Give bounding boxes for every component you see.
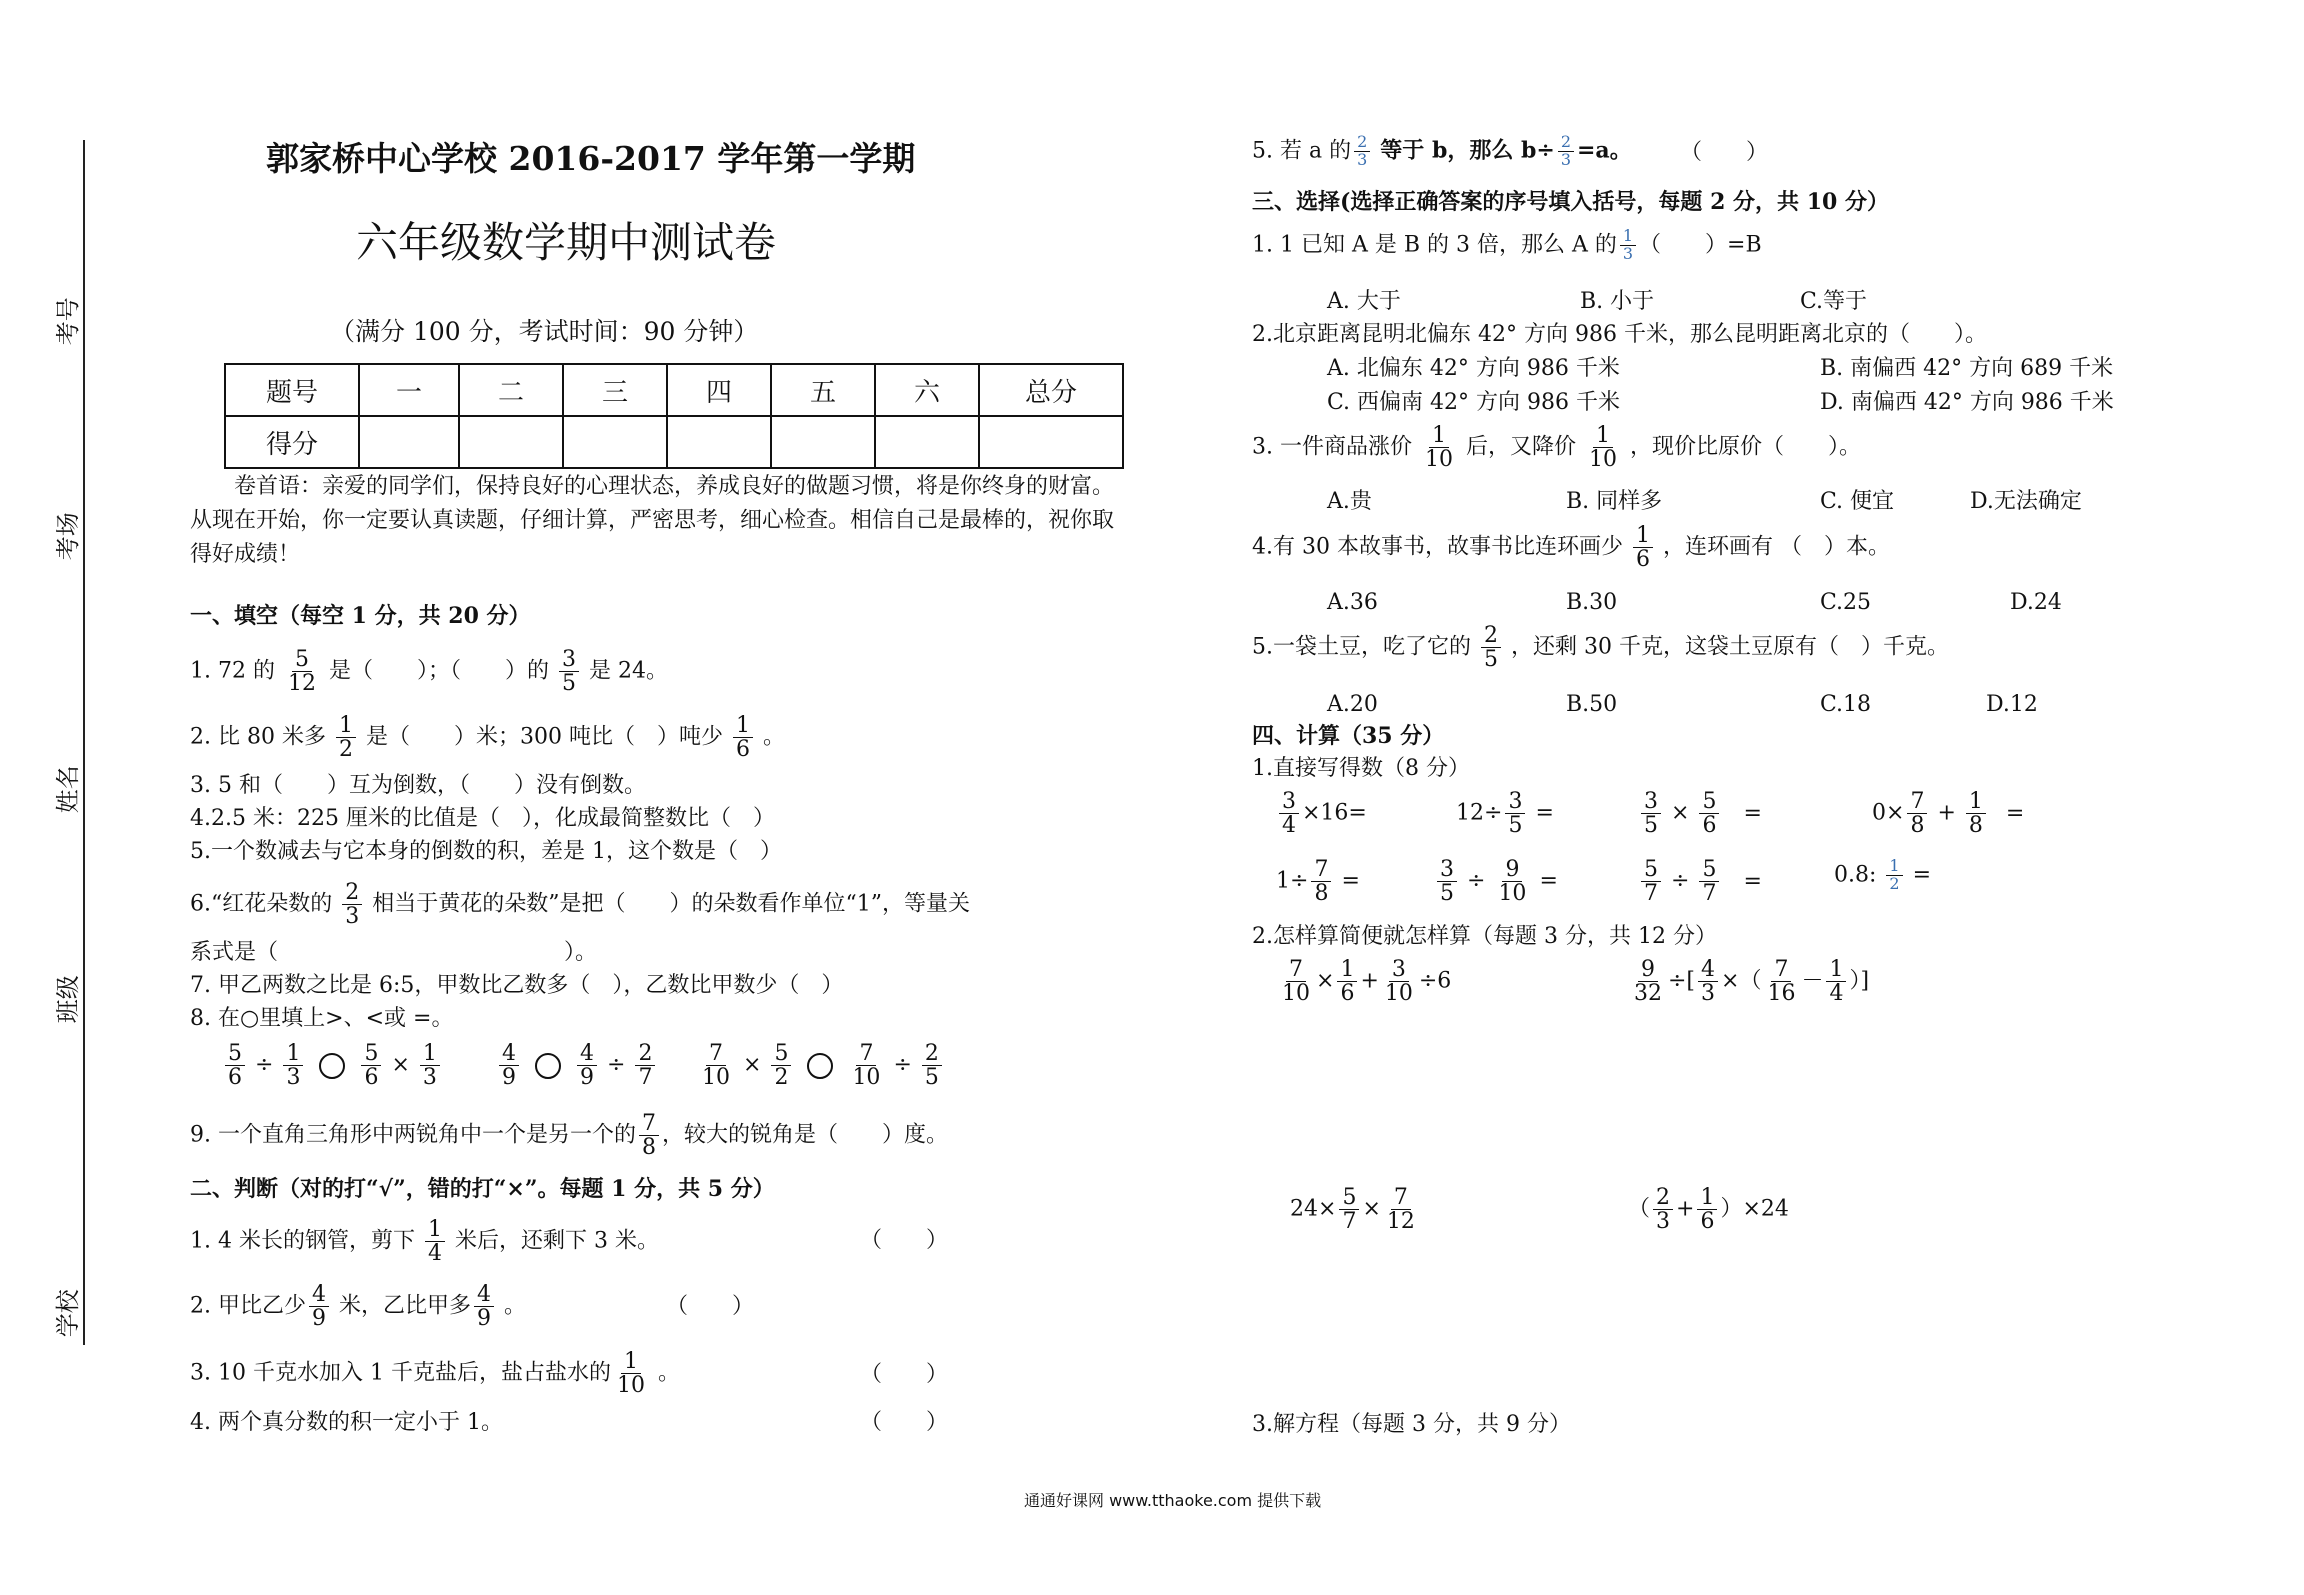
s3-q3-option-b[interactable]: B. 同样多 <box>1566 489 1663 514</box>
compare-circle[interactable] <box>319 1053 345 1079</box>
calc-text: ×（ <box>1721 968 1762 994</box>
s3-q1-option-c[interactable]: C.等于 <box>1800 289 1868 314</box>
simplify-item <box>1628 958 1869 1005</box>
fraction-7-8: $\frac{7}{8}$ <box>1907 790 1927 837</box>
answer-paren[interactable]: （ ） <box>860 1228 949 1253</box>
fraction-3-5: $\frac{3}{5}$ <box>1505 790 1525 837</box>
s2-q3-text-b: 。 <box>657 1360 680 1386</box>
s4-sub3: 3.解方程（每题 3 分，共 9 分） <box>1252 1412 1571 1437</box>
footer-watermark: 通通好课网 www.tthaoke.com 提供下载 <box>1024 1491 1322 1510</box>
fraction-1-3: $\frac{1}{3}$ <box>420 1042 440 1089</box>
calc-text: ）×24 <box>1720 1196 1789 1222</box>
s3-q3-option-a[interactable]: A.贵 <box>1327 489 1372 514</box>
table-cell: 一 <box>359 364 459 416</box>
fraction-1-8: $\frac{1}{8}$ <box>1966 790 1986 837</box>
answer-paren[interactable]: （ ） <box>1680 140 1769 165</box>
s1-question-1 <box>190 648 668 695</box>
fraction-3-4: $\frac{3}{4}$ <box>1279 790 1299 837</box>
op-mul: × <box>1316 968 1335 994</box>
fraction-2-3: $\frac{2}{3}$ <box>1653 1186 1673 1233</box>
s3-question-5 <box>1252 624 1949 671</box>
s2-q1-text-a: 1. 4 米长的钢管，剪下 <box>190 1228 415 1254</box>
op-minus: － <box>1801 968 1824 994</box>
s3-q1-text-b: （ ）=B <box>1639 232 1762 258</box>
binding-label-exam-number: 考号 <box>53 297 82 346</box>
s3-q2-option-a[interactable]: A. 北偏东 42° 方向 986 千米 <box>1327 356 1620 381</box>
s3-q3-text-a: 3. 一件商品涨价 <box>1252 434 1412 460</box>
fraction-1-4: $\frac{1}{4}$ <box>425 1218 445 1265</box>
calc-text: 12÷ <box>1456 800 1503 826</box>
s2-question-3 <box>190 1350 680 1397</box>
fraction-2-5: $\frac{2}{5}$ <box>1481 624 1501 671</box>
s3-q3-text-c: ，现价比原价（ ）。 <box>1630 434 1862 460</box>
table-cell: 四 <box>667 364 771 416</box>
table-cell: 三 <box>563 364 667 416</box>
s3-q1-option-a[interactable]: A. 大于 <box>1327 289 1401 314</box>
fraction-7-8: $\frac{7}{8}$ <box>1311 858 1331 905</box>
op-div: ÷ <box>255 1052 274 1078</box>
s2-q5-text-a: 5. 若 a 的 <box>1252 138 1352 164</box>
fraction-2-7: $\frac{2}{7}$ <box>635 1042 655 1089</box>
op-div: ÷ <box>607 1052 626 1078</box>
fraction-4-3: $\frac{4}{3}$ <box>1698 958 1718 1005</box>
fraction-4-9: $\frac{4}{9}$ <box>499 1042 519 1089</box>
fraction-5-2: $\frac{5}{2}$ <box>771 1042 791 1089</box>
fraction-1-2: $\frac{1}{2}$ <box>336 714 356 761</box>
fraction-1-10: $\frac{1}{10}$ <box>616 1349 645 1399</box>
calc-item <box>1276 790 1367 837</box>
fraction-4-9: $\frac{4}{9}$ <box>474 1283 494 1330</box>
fraction-7-10: $\frac{7}{10}$ <box>702 1041 730 1091</box>
s3-q2-option-c[interactable]: C. 西偏南 42° 方向 986 千米 <box>1327 390 1620 415</box>
table-cell: 五 <box>771 364 875 416</box>
s1-question-7: 7. 甲乙两数之比是 6:5，甲数比乙数多（ ），乙数比甲数少（ ） <box>190 973 844 998</box>
fraction-1-2: $\frac{1}{2}$ <box>1886 858 1902 893</box>
op-plus: + <box>1937 800 1956 826</box>
s1-q1-text-b: 是（ ）；（ ）的 <box>328 658 549 684</box>
binding-label-name: 姓名 <box>53 765 82 814</box>
fraction-5-6: $\frac{5}{6}$ <box>361 1042 381 1089</box>
fraction-2-3: $\frac{2}{3}$ <box>1354 134 1370 169</box>
section1-heading: 一、填空（每空 1 分，共 20 分） <box>190 603 531 629</box>
s2-q2-text-c: 。 <box>504 1293 527 1319</box>
fraction-1-10: $\frac{1}{10}$ <box>1589 423 1617 473</box>
calc-text: ）] <box>1849 968 1870 994</box>
fraction-5-7: $\frac{5}{7}$ <box>1339 1186 1359 1233</box>
fraction-3-10: $\frac{3}{10}$ <box>1384 957 1413 1007</box>
s3-q3-text-b: 后，又降价 <box>1465 434 1576 460</box>
fraction-3-5: $\frac{3}{5}$ <box>1641 790 1661 837</box>
op-mul: × <box>1671 800 1690 826</box>
s3-q2-option-d[interactable]: D. 南偏西 42° 方向 986 千米 <box>1820 390 2114 415</box>
school-title: 郭家桥中心学校 2016-2017 学年第一学期 <box>266 139 916 178</box>
s4-sub2: 2.怎样算简便就怎样算（每题 3 分，共 12 分） <box>1252 924 1717 949</box>
calc-item <box>1638 858 1762 905</box>
fraction-9-32: $\frac{9}{32}$ <box>1634 957 1662 1007</box>
s3-q4-option-a[interactable]: A.36 <box>1327 590 1378 615</box>
s2-q5-text-b: 等于 b，那么 b÷ <box>1380 137 1555 164</box>
binding-label-exam-room: 考场 <box>53 512 82 561</box>
fraction-7-8: $\frac{7}{8}$ <box>639 1112 659 1159</box>
section2-heading: 二、判断（对的打“√”，错的打“×”。每题 1 分，共 5 分） <box>190 1176 775 1202</box>
s3-q4-option-d[interactable]: D.24 <box>2010 590 2062 615</box>
table-cell: 题号 <box>225 364 359 416</box>
s3-question-2: 2.北京距离昆明北偏东 42° 方向 986 千米，那么昆明距离北京的（ ）。 <box>1252 322 1987 347</box>
fraction-1-6: $\frac{1}{6}$ <box>1697 1186 1717 1233</box>
fraction-4-9: $\frac{4}{9}$ <box>309 1283 329 1330</box>
calc-text: ÷6 <box>1418 968 1452 994</box>
fraction-5-6: $\frac{5}{6}$ <box>225 1042 245 1089</box>
preface: 卷首语：亲爱的同学们，保持良好的心理状态，养成良好的做题习惯，将是你终身的财富。从现在开始，你一定要认真读题，仔细计算，严密思考，细心检查。相信自己是最棒的，祝你取得好成绩！ <box>190 474 1115 567</box>
s1-q2-text-a: 2. 比 80 米多 <box>190 724 326 750</box>
s3-q4-option-b[interactable]: B.30 <box>1566 590 1618 615</box>
fraction-2-3: $\frac{2}{3}$ <box>342 881 362 928</box>
op-mul: × <box>1362 1196 1381 1222</box>
s3-q5-text-a: 5.一袋土豆，吃了它的 <box>1252 634 1471 660</box>
fraction-1-10: $\frac{1}{10}$ <box>1424 423 1453 473</box>
table-cell: 总分 <box>979 364 1123 416</box>
fraction-2-5: $\frac{2}{5}$ <box>922 1042 942 1089</box>
s1-q6-text-a: 6.“红花朵数的 <box>190 891 333 917</box>
fraction-1-3: $\frac{1}{3}$ <box>283 1042 303 1089</box>
calc-text: 1÷ <box>1276 868 1309 894</box>
calc-item <box>1834 858 1931 893</box>
calc-item <box>1456 790 1554 837</box>
s2-question-2 <box>190 1283 526 1330</box>
score-input-cell[interactable] <box>875 416 979 468</box>
score-input-cell[interactable] <box>459 416 563 468</box>
s3-question-3 <box>1252 424 1861 471</box>
op-mul: × <box>743 1052 762 1078</box>
score-input-cell[interactable] <box>979 416 1123 468</box>
s1-q8-comparison-2 <box>496 1042 658 1089</box>
answer-paren[interactable]: （ ） <box>666 1294 755 1319</box>
exam-info: （满分 100 分，考试时间：90 分钟） <box>330 317 759 346</box>
fraction-1-4: $\frac{1}{4}$ <box>1826 958 1846 1005</box>
fraction-2-3: $\frac{2}{3}$ <box>1558 134 1574 169</box>
calc-equals: = <box>1912 862 1932 888</box>
s3-q2-option-b[interactable]: B. 南偏西 42° 方向 689 千米 <box>1820 356 2114 381</box>
s3-q5-option-a[interactable]: A.20 <box>1327 692 1378 717</box>
score-table-score-row <box>225 416 1123 468</box>
calc-equals: = <box>1743 868 1762 894</box>
fraction-5-7: $\frac{5}{7}$ <box>1641 858 1661 905</box>
score-input-cell[interactable] <box>771 416 875 468</box>
s1-q9-text-a: 9. 一个直角三角形中两锐角中一个是另一个的 <box>190 1122 636 1148</box>
answer-paren[interactable]: （ ） <box>860 1362 949 1387</box>
s2-question-1 <box>190 1218 659 1265</box>
calc-text: 0.8: <box>1834 862 1877 888</box>
binding-label-school: 学校 <box>53 1289 82 1338</box>
s3-q4-text-a: 4.有 30 本故事书，故事书比连环画少 <box>1252 534 1623 560</box>
table-cell: 六 <box>875 364 979 416</box>
op-plus: + <box>1676 1196 1695 1222</box>
s3-question-1 <box>1252 228 1762 263</box>
s3-question-4 <box>1252 524 1890 571</box>
s2-question-4: 4. 两个真分数的积一定小于 1。 <box>190 1410 503 1435</box>
fraction-3-5: $\frac{3}{5}$ <box>1437 858 1457 905</box>
s1-question-9 <box>190 1112 948 1159</box>
table-cell: 得分 <box>225 416 359 468</box>
s1-question-6 <box>190 881 970 928</box>
calc-equals: = <box>1743 800 1762 826</box>
s1-q1-text-a: 1. 72 的 <box>190 658 275 684</box>
s1-q2-text-b: 是（ ）米；300 吨比（ ）吨少 <box>365 724 723 750</box>
binding-label-class: 班级 <box>53 975 82 1024</box>
s2-q3-text-a: 3. 10 千克水加入 1 千克盐后，盐占盐水的 <box>190 1360 611 1386</box>
s3-q3-option-c[interactable]: C. 便宜 <box>1820 489 1895 514</box>
fraction-1-6: $\frac{1}{6}$ <box>733 714 753 761</box>
calc-text: ÷[ <box>1668 968 1696 994</box>
calc-text: 0× <box>1872 800 1905 826</box>
s1-question-4: 4.2.5 米：225 厘米的比值是（ ），化成最简整数比（ ） <box>190 806 775 831</box>
s1-question-2 <box>190 714 785 761</box>
s2-q1-text-b: 米后，还剩下 3 米。 <box>454 1228 659 1254</box>
op-div: ÷ <box>1467 868 1486 894</box>
op-mul: × <box>391 1052 410 1078</box>
s3-q1-text-a: 1. 1 已知 A 是 B 的 3 倍，那么 A 的 <box>1252 232 1617 258</box>
s3-q5-option-d[interactable]: D.12 <box>1986 692 2038 717</box>
binding-line <box>83 140 85 1345</box>
calc-text: ×16= <box>1302 800 1367 826</box>
fraction-1-3: $\frac{1}{3}$ <box>1620 228 1636 263</box>
fraction-5-7: $\frac{5}{7}$ <box>1699 858 1719 905</box>
s2-question-5 <box>1252 134 1632 169</box>
answer-paren[interactable]: （ ） <box>860 1410 949 1435</box>
fraction-5-6: $\frac{5}{6}$ <box>1699 790 1719 837</box>
score-input-cell[interactable] <box>667 416 771 468</box>
simplify-item <box>1628 1186 1789 1233</box>
s1-q8-comparison-1 <box>222 1042 443 1089</box>
fraction-5-12: $\frac{5}{12}$ <box>287 647 316 697</box>
calc-equals: = <box>1341 868 1360 894</box>
calc-equals: = <box>2005 800 2025 826</box>
simplify-item <box>1276 958 1451 1005</box>
s3-q5-option-b[interactable]: B.50 <box>1566 692 1618 717</box>
s4-sub1: 1.直接写得数（8 分） <box>1252 756 1470 781</box>
s1-question-8: 8. 在○里填上>、<或 =。 <box>190 1006 454 1031</box>
fraction-9-10: $\frac{9}{10}$ <box>1498 857 1527 907</box>
s3-q4-option-c[interactable]: C.25 <box>1820 590 1872 615</box>
calc-item <box>1434 858 1558 905</box>
score-table-header-row <box>225 364 1123 416</box>
calc-item <box>1638 790 1762 837</box>
fraction-7-10: $\frac{7}{10}$ <box>1282 957 1310 1007</box>
calc-equals: = <box>1539 868 1558 894</box>
calc-item <box>1872 790 2024 837</box>
s3-q4-text-b: ，连环画有 （ ）本。 <box>1662 534 1890 560</box>
score-input-cell[interactable] <box>359 416 459 468</box>
s1-question-5: 5.一个数减去与它本身的倒数的积，差是 1，这个数是（ ） <box>190 839 782 864</box>
exam-title: 六年级数学期中测试卷 <box>356 218 777 267</box>
section4-heading: 四、计算（35 分） <box>1252 723 1445 749</box>
s1-q6-text-c: 系式是（ ）。 <box>190 940 598 965</box>
s1-q2-text-c: 。 <box>762 724 785 750</box>
simplify-item <box>1290 1186 1421 1233</box>
fraction-3-5: $\frac{3}{5}$ <box>559 648 579 695</box>
calc-text: 24× <box>1290 1196 1337 1222</box>
op-div: ÷ <box>1671 868 1690 894</box>
s3-q5-option-c[interactable]: C.18 <box>1820 692 1872 717</box>
fraction-7-12: $\frac{7}{12}$ <box>1386 1185 1415 1235</box>
s1-q9-text-b: ，较大的锐角是（ ）度。 <box>662 1122 949 1148</box>
s1-q1-text-c: 是 24。 <box>589 658 668 684</box>
s1-q8-comparison-3 <box>696 1042 945 1089</box>
section3-heading: 三、选择(选择正确答案的序号填入括号，每题 2 分，共 10 分） <box>1252 189 1889 215</box>
s2-q5-text-c: =a。 <box>1577 137 1632 164</box>
s3-q1-option-b[interactable]: B. 小于 <box>1580 289 1655 314</box>
op-div: ÷ <box>893 1052 912 1078</box>
s2-q2-text-b: 米，乙比甲多 <box>338 1293 471 1319</box>
s1-q6-text-b: 相当于黄花的朵数”是把（ ）的朵数看作单位“1”，等量关 <box>372 891 970 917</box>
s1-question-3: 3. 5 和（ ）互为倒数，（ ）没有倒数。 <box>190 773 646 798</box>
score-input-cell[interactable] <box>563 416 667 468</box>
compare-circle[interactable] <box>535 1053 561 1079</box>
fraction-7-10: $\frac{7}{10}$ <box>852 1041 881 1091</box>
fraction-1-6: $\frac{1}{6}$ <box>1337 958 1357 1005</box>
score-table <box>224 363 1124 469</box>
calc-item <box>1276 858 1360 905</box>
calc-equals: = <box>1535 800 1554 826</box>
fraction-4-9: $\frac{4}{9}$ <box>577 1042 597 1089</box>
table-cell: 二 <box>459 364 563 416</box>
fraction-7-16: $\frac{7}{16}$ <box>1767 957 1796 1007</box>
fraction-1-6: $\frac{1}{6}$ <box>1633 524 1653 571</box>
s2-q2-text-a: 2. 甲比乙少 <box>190 1293 306 1319</box>
s3-q3-option-d[interactable]: D.无法确定 <box>1970 489 2082 514</box>
s3-q5-text-b: ，还剩 30 千克，这袋土豆原有（ ）千克。 <box>1511 634 1949 660</box>
calc-text: （ <box>1628 1196 1651 1222</box>
compare-circle[interactable] <box>807 1053 833 1079</box>
op-plus: + <box>1360 968 1379 994</box>
